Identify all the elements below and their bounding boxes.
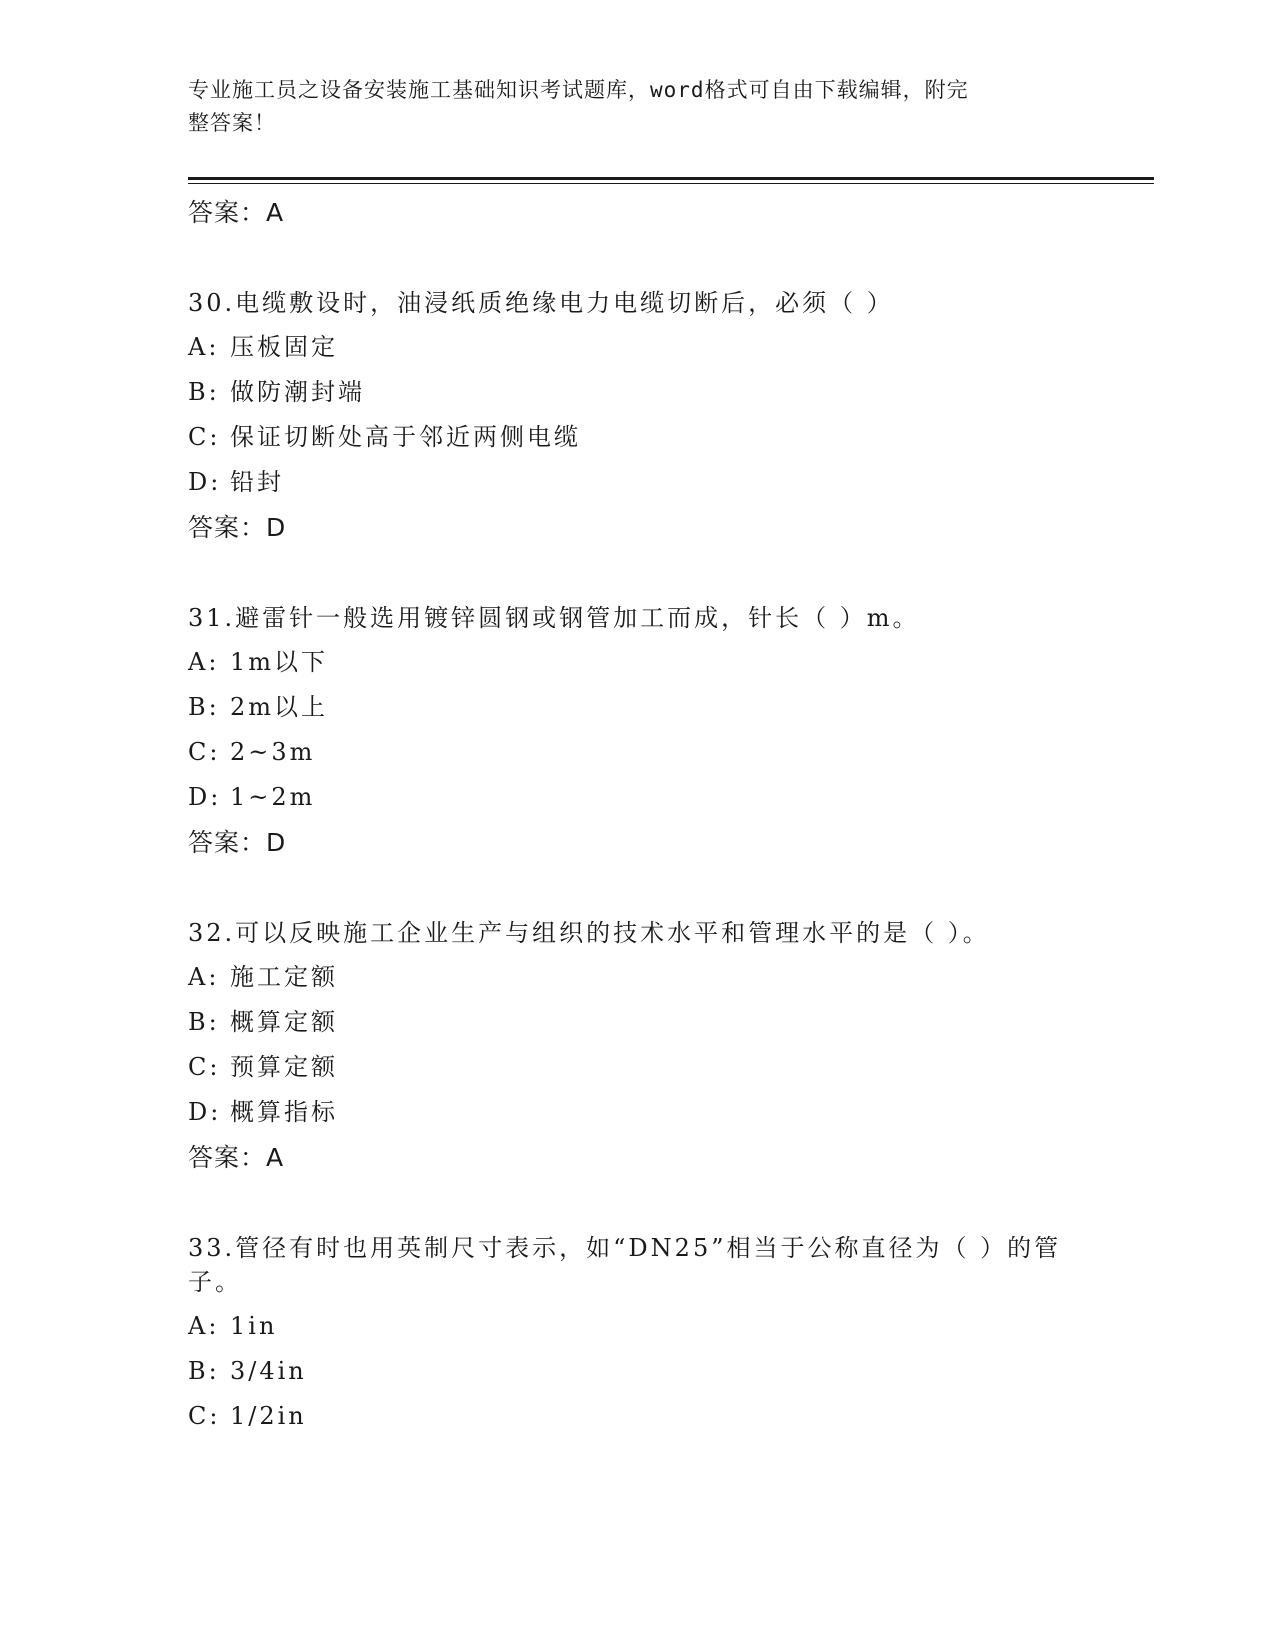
option-key: C:: [188, 738, 221, 766]
option-text: 1in: [230, 1312, 278, 1340]
option-key: D:: [188, 1098, 222, 1126]
answer-30: [188, 505, 1088, 551]
question-text: 32.可以反映施工企业生产与组织的技术水平和管理水平的是（ ）。: [188, 919, 990, 947]
answer-label: 答案：: [188, 513, 267, 542]
answer-31: [188, 820, 1088, 866]
option-key: B:: [188, 1357, 220, 1385]
option-text: 概算定额: [230, 1008, 338, 1036]
option-text: 保证切断处高于邻近两侧电缆: [230, 423, 581, 451]
option-key: C:: [188, 1053, 221, 1081]
option-a: [188, 640, 1088, 685]
answer-32: [188, 1135, 1088, 1181]
question-31: [188, 595, 1088, 866]
question-33: [188, 1225, 1088, 1439]
document-header: [188, 74, 1068, 140]
answer-value: D: [266, 828, 287, 857]
option-text: 概算指标: [230, 1098, 338, 1126]
option-key: A:: [188, 963, 220, 991]
previous-answer: [188, 190, 1088, 236]
option-c: [188, 1394, 1088, 1439]
answer-value: A: [266, 1143, 285, 1172]
header-divider-thin: [188, 183, 1154, 184]
option-text: 施工定额: [230, 963, 338, 991]
answer-label: 答案：: [188, 1143, 267, 1172]
option-text: 压板固定: [230, 333, 338, 361]
option-b: [188, 1000, 1088, 1045]
option-d: [188, 775, 1088, 820]
option-key: A:: [188, 648, 220, 676]
option-text: 做防潮封端: [230, 378, 365, 406]
option-text: 1~2m: [230, 783, 316, 811]
option-a: [188, 325, 1088, 370]
answer-label: 答案：: [188, 828, 267, 857]
question-text: 31.避雷针一般选用镀锌圆钢或钢管加工而成，针长（ ）m。: [188, 604, 920, 632]
option-a: [188, 955, 1088, 1000]
option-key: A:: [188, 333, 220, 361]
option-text: 3/4in: [230, 1357, 307, 1385]
option-c: [188, 1045, 1088, 1090]
option-key: D:: [188, 783, 222, 811]
option-d: [188, 460, 1088, 505]
option-b: [188, 685, 1088, 730]
option-key: B:: [188, 378, 220, 406]
option-text: 2~3m: [230, 738, 316, 766]
question-list: [188, 190, 1088, 1439]
option-b: [188, 1349, 1088, 1394]
option-key: C:: [188, 423, 221, 451]
option-text: 预算定额: [230, 1053, 338, 1081]
header-divider-thick: [188, 177, 1154, 180]
option-text: 铅封: [230, 468, 284, 496]
answer-value: D: [266, 513, 287, 542]
question-text: 30.电缆敷设时，油浸纸质绝缘电力电缆切断后，必须（ ）: [188, 289, 894, 317]
option-d: [188, 1090, 1088, 1135]
question-text: 33.管径有时也用英制尺寸表示，如“DN25”相当于公称直径为（ ）的管子。: [188, 1234, 1062, 1296]
option-c: [188, 415, 1088, 460]
question-32: [188, 910, 1088, 1181]
option-c: [188, 730, 1088, 775]
option-key: A:: [188, 1312, 220, 1340]
option-key: B:: [188, 693, 220, 721]
option-key: C:: [188, 1402, 221, 1430]
answer-label: 答案：: [188, 198, 267, 227]
option-text: 1/2in: [230, 1402, 307, 1430]
header-line-1: 专业施工员之设备安装施工基础知识考试题库，word格式可自由下载编辑，附完: [188, 78, 969, 102]
option-b: [188, 370, 1088, 415]
question-30: [188, 280, 1088, 551]
option-key: D:: [188, 468, 222, 496]
option-text: 2m以上: [230, 693, 329, 721]
answer-value: A: [266, 198, 285, 227]
option-text: 1m以下: [230, 648, 329, 676]
option-a: [188, 1304, 1088, 1349]
header-line-2: 整答案！: [188, 111, 276, 135]
option-key: B:: [188, 1008, 220, 1036]
